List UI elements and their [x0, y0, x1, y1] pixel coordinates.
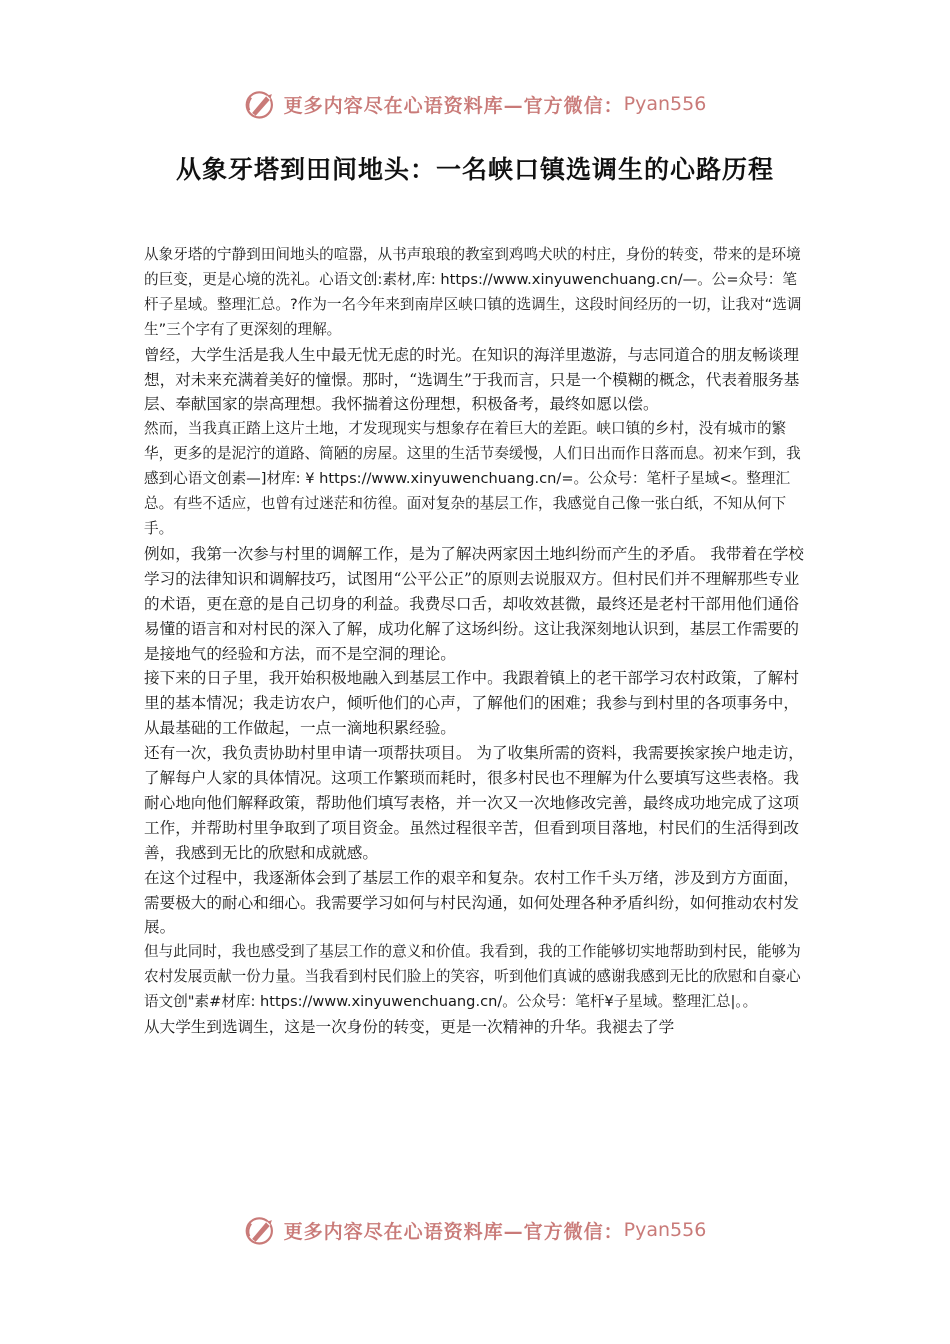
pen-nib-logo-icon — [244, 86, 280, 122]
footer-banner — [0, 1208, 950, 1252]
document-title: 从象牙塔到田间地头：一名峡口镇选调生的心路历程 — [175, 155, 774, 184]
paragraph-9: 从大学生到选调生，这是一次身份的转变，更是一次精神的升华。我褪去了学 — [144, 1018, 675, 1037]
banner-wechat-id: Pyan556 — [623, 1219, 707, 1241]
paragraph-1: 从象牙塔的宁静到田间地头的喧嚣，从书声琅琅的教室到鸡鸣犬吠的村庄，身份的转变，带来的是环境的巨变，更是心境的洗礼。心语文创:素材,库: https://www.xinyuwenchuang.cn/—。公=众号：笔杆子星域。整理汇总。?作为一名今年来到南岸区峡口镇的选调生，这段时间经历的一切，让我对“选调生”三个字有了更深刻的理解。 — [144, 246, 802, 338]
paragraph-4: 例如，我第一次参与村里的调解工作，是为了解决两家因土地纠纷而产生的矛盾。 我带着在学校学习的法律知识和调解技巧，试图用“公平公正”的原则去说服双方。但村民们并不理解那些专业的术语，更在意的是自己切身的利益。我费尽口舌，却收效甚微，最终还是老村干部用他们通俗易懂的语言和对村民的深入了解，成功化解了这场纠纷。这让我深刻地认识到，基层工作需要的是接地气的经验和方法，而不是空洞的理论。 — [144, 544, 804, 663]
pen-nib-logo-icon — [244, 1212, 280, 1248]
paragraph-7: 在这个过程中，我逐渐体会到了基层工作的艰辛和复杂。农村工作千头万绪，涉及到方方面面，需要极大的耐心和细心。我需要学习如何与村民沟通，如何处理各种矛盾纠纷，如何推动农村发展。 — [144, 868, 799, 937]
document-body — [144, 243, 808, 1040]
paragraph-5: 接下来的日子里，我开始积极地融入到基层工作中。我跟着镇上的老干部学习农村政策，了解村里的基本情况；我走访农户，倾听他们的心声，了解他们的困难；我参与到村里的各项事务中，从最基础的工作做起，一点一滴地积累经验。 — [144, 669, 799, 738]
header-banner — [0, 82, 950, 126]
banner-text: 更多内容尽在心语资料库—官方微信： — [283, 94, 624, 117]
paragraph-8: 但与此同时，我也感受到了基层工作的意义和价值。我看到，我的工作能够切实地帮助到村民，能够为农村发展贡献一份力量。当我看到村民们脸上的笑容，听到他们真诚的感谢我感到无比的欣慰和自豪心语文创"素#材库: https://www.xinyuwenchuang.cn/。公众号：笔杆¥子星域。整理汇总|。。 — [144, 943, 801, 1011]
paragraph-3: 然而，当我真正踏上这片土地，才发现现实与想象存在着巨大的差距。峡口镇的乡村，没有城市的繁华，更多的是泥泞的道路、简陋的房屋。这里的生活节奏缓慢，人们日出而作日落而息。初来乍到，我感到心语文创素—]材库: ¥ https://www.xinyuwenchuang.cn/=。公众号：笔杆子星域<。整理汇总。有些不适应，也曾有过迷茫和彷徨。面对复杂的基层工作，我感觉自己像一张白纸，不知从何下手。 — [144, 420, 801, 537]
banner-text: 更多内容尽在心语资料库—官方微信： — [283, 1220, 624, 1243]
paragraph-6: 还有一次，我负责协助村里申请一项帮扶项目。 为了收集所需的资料，我需要挨家挨户地走访，了解每户人家的具体情况。这项工作繁琐而耗时，很多村民也不理解为什么要填写这些表格。我耐心地向他们解释政策，帮助他们填写表格，并一次又一次地修改完善，最终成功地完成了这项工作，并帮助村里争取到了项目资金。虽然过程很辛苦，但看到项目落地，村民们的生活得到改善，我感到无比的欣慰和成就感。 — [144, 744, 804, 862]
paragraph-2: 曾经，大学生活是我人生中最无忧无虑的时光。在知识的海洋里遨游，与志同道合的朋友畅谈理想，对未来充满着美好的憧憬。那时，“选调生”于我而言，只是一个模糊的概念，代表着服务基层、奉献国家的崇高理想。我怀揣着这份理想，积极备考，最终如愿以偿。 — [144, 345, 800, 414]
banner-wechat-id: Pyan556 — [623, 93, 707, 115]
